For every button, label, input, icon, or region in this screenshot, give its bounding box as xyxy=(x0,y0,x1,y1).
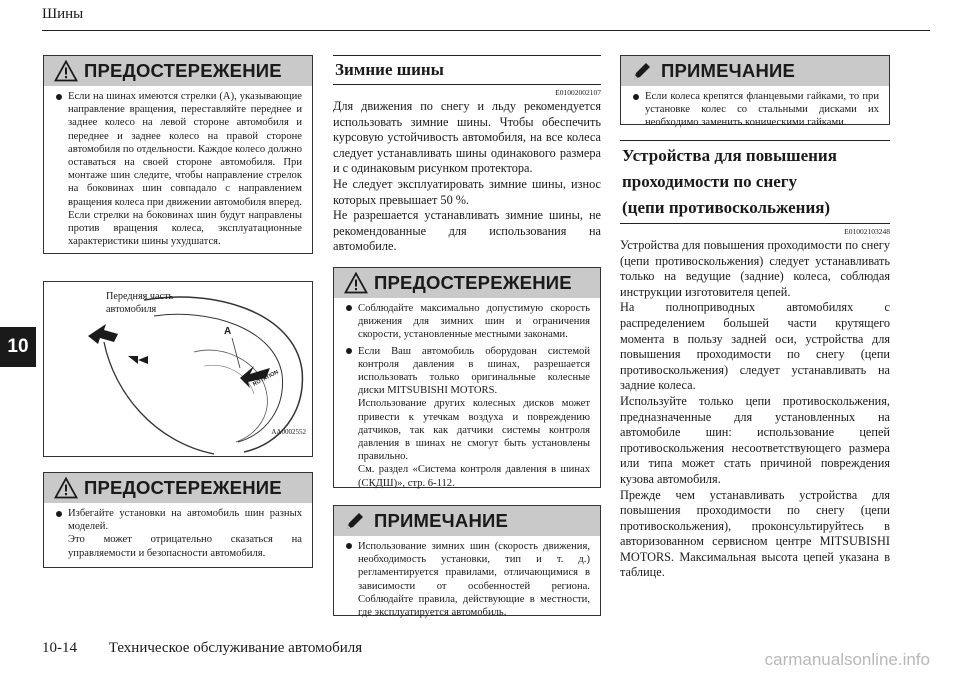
bullet-paragraph: Соблюдайте максимально допустимую скорость движения для зимних шин и ограничения скорости, установленные местными законами. xyxy=(358,302,590,341)
pencil-note-icon xyxy=(631,60,653,82)
warning-triangle-icon xyxy=(54,60,78,82)
warning-box-mixed-tires xyxy=(43,472,313,568)
body-paragraph: Используйте только цепи противоскольжения, предназначенные для установленных на автомобиле шин: использование цепей противоскольжения несоответствующего размера или типа может стать причиной повреждения кузова автомобиля. xyxy=(620,393,890,486)
body-paragraph: Не следует эксплуатировать зимние шины, износ которых превышает 50 %. xyxy=(333,176,601,207)
warning-bullet xyxy=(344,345,590,490)
warning-heading: ПРЕДОСТЕРЕЖЕНИЕ xyxy=(84,60,282,81)
footer-chapter-title: Техническое обслуживание автомобиля xyxy=(108,640,363,656)
body-paragraph: Устройства для повышения проходимости по снегу (цепи противоскольжения) следует устанавливать только на ведущие (задние) колеса, соблюдая инструкции изготовителя цепей. xyxy=(620,238,890,299)
warning-header xyxy=(334,268,600,298)
rotation-marking: ROTATION xyxy=(252,369,280,388)
page-number: 10-14 xyxy=(42,640,77,656)
bullet-paragraph: Избегайте установки на автомобиль шин разных моделей. xyxy=(68,508,302,533)
warning-heading: ПРЕДОСТЕРЕЖЕНИЕ xyxy=(84,477,282,498)
note-heading: ПРИМЕЧАНИЕ xyxy=(374,509,509,531)
page-footer xyxy=(42,640,362,657)
warning-heading: ПРЕДОСТЕРЕЖЕНИЕ xyxy=(374,271,572,293)
snow-chains-text xyxy=(620,238,890,581)
figure-caption-line: автомобиля xyxy=(106,303,157,315)
note-header xyxy=(621,56,889,86)
warning-bullet: Если на шинах имеются стрелки (A), указывающие направление вращения, переставляйте переднее и заднее колесо на левой стороне автомобиля и переднее и заднее колесо на правой стороне автомобиля по отдельности. Каждое колесо должно оставаться на своей стороне автомобиля. При монтаже шин следите, чтобы направление стрелок на боковинах шин совпадало с направлением вращения колеса при движении автомобиля вперед. Если стрелки на боковинах шин будут направлены против вращения колеса, эксплуатационные характеристики шины ухудшатся. xyxy=(54,90,302,248)
warning-header xyxy=(44,473,312,503)
warning-header xyxy=(44,56,312,86)
figure-caption xyxy=(106,291,173,316)
body-paragraph: На полноприводных автомобилях с распределением большей части крутящего момента в пользу задней оси, устройства для повышения проходимости по снегу (цепи противоскольжения) следует устанавливать на задние колеса. xyxy=(620,300,890,393)
figure-label-a: A xyxy=(224,326,232,337)
section-heading-snow-chains xyxy=(620,140,890,224)
note-header xyxy=(334,506,600,536)
bullet-paragraph: Если Ваш автомобиль оборудован системой контроля давления в шинах, разрешается использовать только оригинальные колесные диски MITSUBISHI MOTORS. xyxy=(358,345,590,397)
body-paragraph: Для движения по снегу и льду рекомендуется использовать зимние шины. Чтобы обеспечить курсовую устойчивость автомобиля, на все колеса следует устанавливать шины одинакового размера и с одинаковым рисунком протектора. xyxy=(333,99,601,176)
section-code: E01002002107 xyxy=(555,88,601,97)
pencil-note-icon xyxy=(344,510,366,532)
watermark: carmanualsonline.info xyxy=(764,650,930,669)
header-rule xyxy=(42,30,930,31)
body-paragraph: Прежде чем устанавливать устройства для повышения проходимости по снегу (цепи противоскольжения), проконсультируйтесь в авторизованном сервисном центре MITSUBISHI MOTORS. Максимальная высота цепей указана в таблице. xyxy=(620,487,890,580)
note-box-flange-nuts xyxy=(620,55,890,129)
warning-box-winter-speed xyxy=(333,267,601,488)
figure-caption-line: Передняя часть xyxy=(106,291,174,302)
section-title-line: проходимости по снегу xyxy=(622,172,798,191)
warning-bullet xyxy=(344,302,590,342)
section-title-line: Устройства для повышения xyxy=(622,146,837,165)
body-paragraph: Не разрешается устанавливать зимние шины, не рекомендованные для использования на автомобиле. xyxy=(333,208,601,254)
tire-rotation-figure xyxy=(43,281,313,457)
warning-triangle-icon xyxy=(54,477,78,499)
chapter-tab[interactable]: 10 xyxy=(0,327,36,367)
warning-bullet xyxy=(54,507,302,560)
bullet-paragraph: Использование других колесных дисков может привести к утечкам воздуха и повреждению датчиков, так как датчики системы контроля давления в шинах не смогут быть установлены правильно. xyxy=(358,398,590,463)
bullet-paragraph: См. раздел «Система контроля давления в шинах (СКДШ)», стр. 6-112. xyxy=(358,464,590,489)
note-bullet: Если колеса крепятся фланцевыми гайками, то при установке колес со стальными дисками их необходимо заменить коническими гайками. xyxy=(631,90,879,130)
running-head-title: Шины xyxy=(42,6,84,22)
section-title-line: (цепи противоскольжения) xyxy=(622,198,831,217)
section-code: E01002103248 xyxy=(844,227,890,236)
note-bullet: Использование зимних шин (скорость движения, необходимость установки, тип и т. д.) регламентируется правилами, отличающимися в зависимости от особенностей региона. Соблюдайте правила, действующие в местности, где эксплуатируется автомобиль. xyxy=(344,540,590,619)
note-box-winter-rules xyxy=(333,505,601,616)
section-heading-winter-tires xyxy=(333,55,601,85)
note-heading: ПРИМЕЧАНИЕ xyxy=(661,60,796,81)
warning-triangle-icon xyxy=(344,272,368,294)
figure-code: AA0002552 xyxy=(271,428,306,436)
section-title: Зимние шины xyxy=(335,60,444,79)
winter-tires-text xyxy=(333,99,601,255)
warning-box-tire-rotation xyxy=(43,55,313,254)
bullet-paragraph: Это может отрицательно сказаться на управляемости и безопасности автомобиля. xyxy=(68,534,302,559)
